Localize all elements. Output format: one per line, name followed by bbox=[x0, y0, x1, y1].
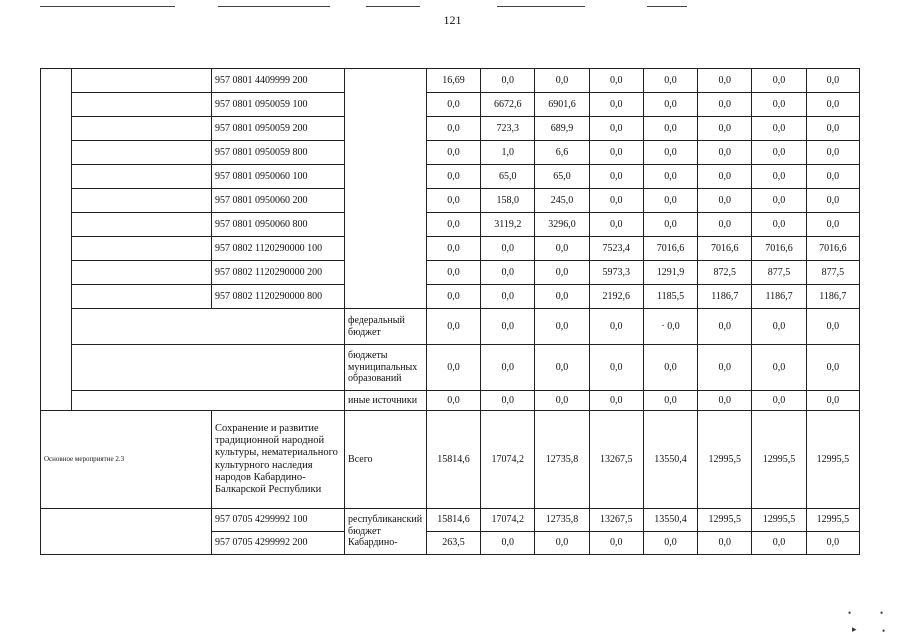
value-cell: 12735,8 bbox=[535, 509, 589, 532]
value-cell: 0,0 bbox=[643, 345, 697, 391]
value-cell: 1,0 bbox=[481, 141, 535, 165]
empty-cell bbox=[71, 117, 211, 141]
value-cell: 13550,4 bbox=[643, 509, 697, 532]
table-row bbox=[41, 391, 860, 411]
value-cell: 0,0 bbox=[589, 141, 643, 165]
table-row bbox=[41, 309, 860, 345]
empty-cell bbox=[71, 165, 211, 189]
value-cell: 5973,3 bbox=[589, 261, 643, 285]
value-cell: 0,0 bbox=[806, 532, 859, 555]
header-rule bbox=[366, 6, 420, 7]
value-cell: 6,6 bbox=[535, 141, 589, 165]
value-cell: 0,0 bbox=[752, 213, 806, 237]
value-cell: 0,0 bbox=[643, 213, 697, 237]
value-cell: 0,0 bbox=[698, 141, 752, 165]
table-row bbox=[41, 411, 860, 509]
value-cell: 0,0 bbox=[806, 391, 859, 411]
value-cell: 0,0 bbox=[481, 345, 535, 391]
value-cell: 3296,0 bbox=[535, 213, 589, 237]
scan-mark: ▸ bbox=[852, 624, 857, 634]
table-row bbox=[41, 141, 860, 165]
value-cell: 16,69 bbox=[426, 69, 480, 93]
empty-cell bbox=[71, 93, 211, 117]
budget-code-cell: 957 0801 0950060 800 bbox=[211, 213, 344, 237]
value-cell: 1186,7 bbox=[752, 285, 806, 309]
value-cell: 0,0 bbox=[426, 93, 480, 117]
value-cell: 0,0 bbox=[752, 165, 806, 189]
value-cell: 0,0 bbox=[589, 532, 643, 555]
table-row bbox=[41, 189, 860, 213]
value-cell: 245,0 bbox=[535, 189, 589, 213]
value-cell: 13267,5 bbox=[589, 411, 643, 509]
funding-source-cell: иные источники bbox=[345, 391, 427, 411]
value-cell: 0,0 bbox=[752, 391, 806, 411]
header-rule bbox=[218, 6, 330, 7]
value-cell: 0,0 bbox=[589, 309, 643, 345]
table-row bbox=[41, 509, 860, 532]
value-cell: 1185,5 bbox=[643, 285, 697, 309]
table-row bbox=[41, 165, 860, 189]
value-cell: 158,0 bbox=[481, 189, 535, 213]
table-row bbox=[41, 69, 860, 93]
value-cell: 0,0 bbox=[752, 189, 806, 213]
value-cell: 0,0 bbox=[698, 69, 752, 93]
value-cell: 7016,6 bbox=[643, 237, 697, 261]
value-cell: 12995,5 bbox=[698, 509, 752, 532]
empty-cell bbox=[71, 309, 344, 345]
value-cell: 0,0 bbox=[806, 189, 859, 213]
scan-mark: • bbox=[880, 608, 884, 618]
empty-cell bbox=[71, 189, 211, 213]
budget-code-cell: 957 0801 0950060 200 bbox=[211, 189, 344, 213]
value-cell: 3119,2 bbox=[481, 213, 535, 237]
value-cell: 13550,4 bbox=[643, 411, 697, 509]
value-cell: 0,0 bbox=[643, 391, 697, 411]
value-cell: 0,0 bbox=[589, 117, 643, 141]
empty-cell bbox=[41, 509, 212, 555]
value-cell: 0,0 bbox=[698, 165, 752, 189]
value-cell: 723,3 bbox=[481, 117, 535, 141]
value-cell: 0,0 bbox=[643, 532, 697, 555]
value-cell: 263,5 bbox=[426, 532, 480, 555]
value-cell: 0,0 bbox=[806, 345, 859, 391]
value-cell: 0,0 bbox=[752, 532, 806, 555]
value-cell: 877,5 bbox=[752, 261, 806, 285]
value-cell: 12735,8 bbox=[535, 411, 589, 509]
value-cell: 7016,6 bbox=[752, 237, 806, 261]
budget-table bbox=[40, 68, 860, 555]
empty-cell bbox=[71, 69, 211, 93]
value-cell: 0,0 bbox=[535, 285, 589, 309]
value-cell: 7016,6 bbox=[806, 237, 859, 261]
value-cell: 0,0 bbox=[426, 285, 480, 309]
budget-code-cell: 957 0801 0950059 800 bbox=[211, 141, 344, 165]
value-cell: 0,0 bbox=[481, 261, 535, 285]
budget-code-cell: 957 0705 4299992 200 bbox=[211, 532, 344, 555]
value-cell: 1186,7 bbox=[698, 285, 752, 309]
value-cell: 0,0 bbox=[426, 261, 480, 285]
budget-code-cell: 957 0801 0950059 200 bbox=[211, 117, 344, 141]
table-row bbox=[41, 213, 860, 237]
budget-code-cell: 957 0802 1120290000 100 bbox=[211, 237, 344, 261]
value-cell: 0,0 bbox=[481, 391, 535, 411]
value-cell: 872,5 bbox=[698, 261, 752, 285]
budget-code-cell: 957 0801 4409999 200 bbox=[211, 69, 344, 93]
empty-cell bbox=[71, 391, 344, 411]
value-cell: 17074,2 bbox=[481, 509, 535, 532]
value-cell: 12995,5 bbox=[806, 411, 859, 509]
header-rule bbox=[40, 6, 175, 7]
value-cell: 0,0 bbox=[481, 237, 535, 261]
value-cell: 0,0 bbox=[535, 391, 589, 411]
value-cell: 0,0 bbox=[535, 532, 589, 555]
value-cell: 7523,4 bbox=[589, 237, 643, 261]
budget-code-cell: 957 0802 1120290000 200 bbox=[211, 261, 344, 285]
value-cell: 0,0 bbox=[752, 345, 806, 391]
value-cell: 0,0 bbox=[698, 309, 752, 345]
value-cell: 0,0 bbox=[752, 141, 806, 165]
value-cell: 6901,6 bbox=[535, 93, 589, 117]
value-cell: 7016,6 bbox=[698, 237, 752, 261]
budget-code-cell: 957 0801 0950059 100 bbox=[211, 93, 344, 117]
budget-code-cell: 957 0705 4299992 100 bbox=[211, 509, 344, 532]
empty-cell bbox=[71, 261, 211, 285]
value-cell: 0,0 bbox=[643, 141, 697, 165]
value-cell: 0,0 bbox=[589, 69, 643, 93]
table-row bbox=[41, 261, 860, 285]
value-cell: 0,0 bbox=[426, 189, 480, 213]
value-cell: 12995,5 bbox=[806, 509, 859, 532]
value-cell: 0,0 bbox=[698, 391, 752, 411]
value-cell: 0,0 bbox=[698, 189, 752, 213]
value-cell: 15814,6 bbox=[426, 411, 480, 509]
header-rule bbox=[647, 6, 687, 7]
empty-cell bbox=[41, 69, 72, 411]
value-cell: 0,0 bbox=[698, 117, 752, 141]
total-label: Всего bbox=[345, 411, 427, 509]
measure-label: Основное мероприятие 2.3 bbox=[41, 411, 212, 509]
value-cell: 0,0 bbox=[643, 165, 697, 189]
budget-code-cell: 957 0802 1120290000 800 bbox=[211, 285, 344, 309]
header-rule bbox=[497, 6, 585, 7]
value-cell: 0,0 bbox=[535, 237, 589, 261]
value-cell: 689,9 bbox=[535, 117, 589, 141]
value-cell: 0,0 bbox=[426, 165, 480, 189]
value-cell: 2192,6 bbox=[589, 285, 643, 309]
value-cell: 12995,5 bbox=[752, 411, 806, 509]
value-cell: 0,0 bbox=[535, 261, 589, 285]
value-cell: 0,0 bbox=[589, 345, 643, 391]
value-cell: 0,0 bbox=[589, 189, 643, 213]
value-cell: 0,0 bbox=[481, 532, 535, 555]
value-cell: 65,0 bbox=[535, 165, 589, 189]
value-cell: 0,0 bbox=[806, 309, 859, 345]
value-cell: 0,0 bbox=[643, 69, 697, 93]
value-cell: 1186,7 bbox=[806, 285, 859, 309]
table-row bbox=[41, 93, 860, 117]
value-cell: 1291,9 bbox=[643, 261, 697, 285]
empty-cell bbox=[71, 285, 211, 309]
value-cell: 12995,5 bbox=[698, 411, 752, 509]
value-cell: 0,0 bbox=[535, 69, 589, 93]
empty-cell bbox=[71, 237, 211, 261]
value-cell: 65,0 bbox=[481, 165, 535, 189]
value-cell: 0,0 bbox=[806, 117, 859, 141]
empty-cell bbox=[71, 213, 211, 237]
table-row bbox=[41, 345, 860, 391]
value-cell: 0,0 bbox=[752, 117, 806, 141]
value-cell: 17074,2 bbox=[481, 411, 535, 509]
value-cell: 0,0 bbox=[806, 165, 859, 189]
empty-cell bbox=[71, 141, 211, 165]
value-cell: 0,0 bbox=[426, 391, 480, 411]
value-cell: 0,0 bbox=[589, 165, 643, 189]
value-cell: 0,0 bbox=[643, 117, 697, 141]
value-cell: 0,0 bbox=[698, 345, 752, 391]
value-cell: 0,0 bbox=[752, 309, 806, 345]
table-row bbox=[41, 237, 860, 261]
value-cell: 0,0 bbox=[589, 93, 643, 117]
source-cell bbox=[345, 69, 427, 309]
value-cell: 0,0 bbox=[535, 345, 589, 391]
value-cell: 0,0 bbox=[698, 213, 752, 237]
table-row bbox=[41, 285, 860, 309]
scan-mark: • bbox=[882, 626, 886, 636]
table-row bbox=[41, 117, 860, 141]
value-cell: 0,0 bbox=[806, 141, 859, 165]
value-cell: 0,0 bbox=[426, 213, 480, 237]
value-cell: 0,0 bbox=[806, 213, 859, 237]
empty-cell bbox=[71, 345, 344, 391]
value-cell: 15814,6 bbox=[426, 509, 480, 532]
value-cell: 0,0 bbox=[643, 93, 697, 117]
value-cell: 0,0 bbox=[806, 93, 859, 117]
value-cell: 0,0 bbox=[426, 117, 480, 141]
value-cell: 0,0 bbox=[481, 69, 535, 93]
value-cell: 0,0 bbox=[535, 309, 589, 345]
value-cell: 0,0 bbox=[481, 309, 535, 345]
funding-source-cell: федеральный бюджет bbox=[345, 309, 427, 345]
value-cell: 0,0 bbox=[589, 213, 643, 237]
value-cell: 0,0 bbox=[426, 141, 480, 165]
value-cell: 0,0 bbox=[426, 309, 480, 345]
value-cell: 0,0 bbox=[426, 237, 480, 261]
scan-mark: • bbox=[848, 608, 852, 618]
value-cell: 12995,5 bbox=[752, 509, 806, 532]
value-cell: 0,0 bbox=[752, 69, 806, 93]
value-cell: 0,0 bbox=[481, 285, 535, 309]
value-cell: 877,5 bbox=[806, 261, 859, 285]
page-number: 121 bbox=[443, 13, 462, 27]
funding-source-cell: бюджеты муниципальных образований bbox=[345, 345, 427, 391]
value-cell: 0,0 bbox=[643, 189, 697, 213]
funding-source-cell: республиканский бюджет Кабардино- bbox=[345, 509, 427, 555]
value-cell: 0,0 bbox=[806, 69, 859, 93]
value-cell: 0,0 bbox=[589, 391, 643, 411]
value-cell: 0,0 bbox=[698, 93, 752, 117]
value-cell: 6672,6 bbox=[481, 93, 535, 117]
value-cell: 0,0 bbox=[426, 345, 480, 391]
measure-name: Сохранение и развитие традиционной народной культуры, нематериального культурного наследия народов Кабардино-Балкарской Республики bbox=[211, 411, 344, 509]
table-body bbox=[41, 69, 860, 555]
value-cell: 13267,5 bbox=[589, 509, 643, 532]
value-cell: 0,0 bbox=[752, 93, 806, 117]
value-cell: 0,0 bbox=[698, 532, 752, 555]
budget-code-cell: 957 0801 0950060 100 bbox=[211, 165, 344, 189]
value-cell: · 0,0 bbox=[643, 309, 697, 345]
